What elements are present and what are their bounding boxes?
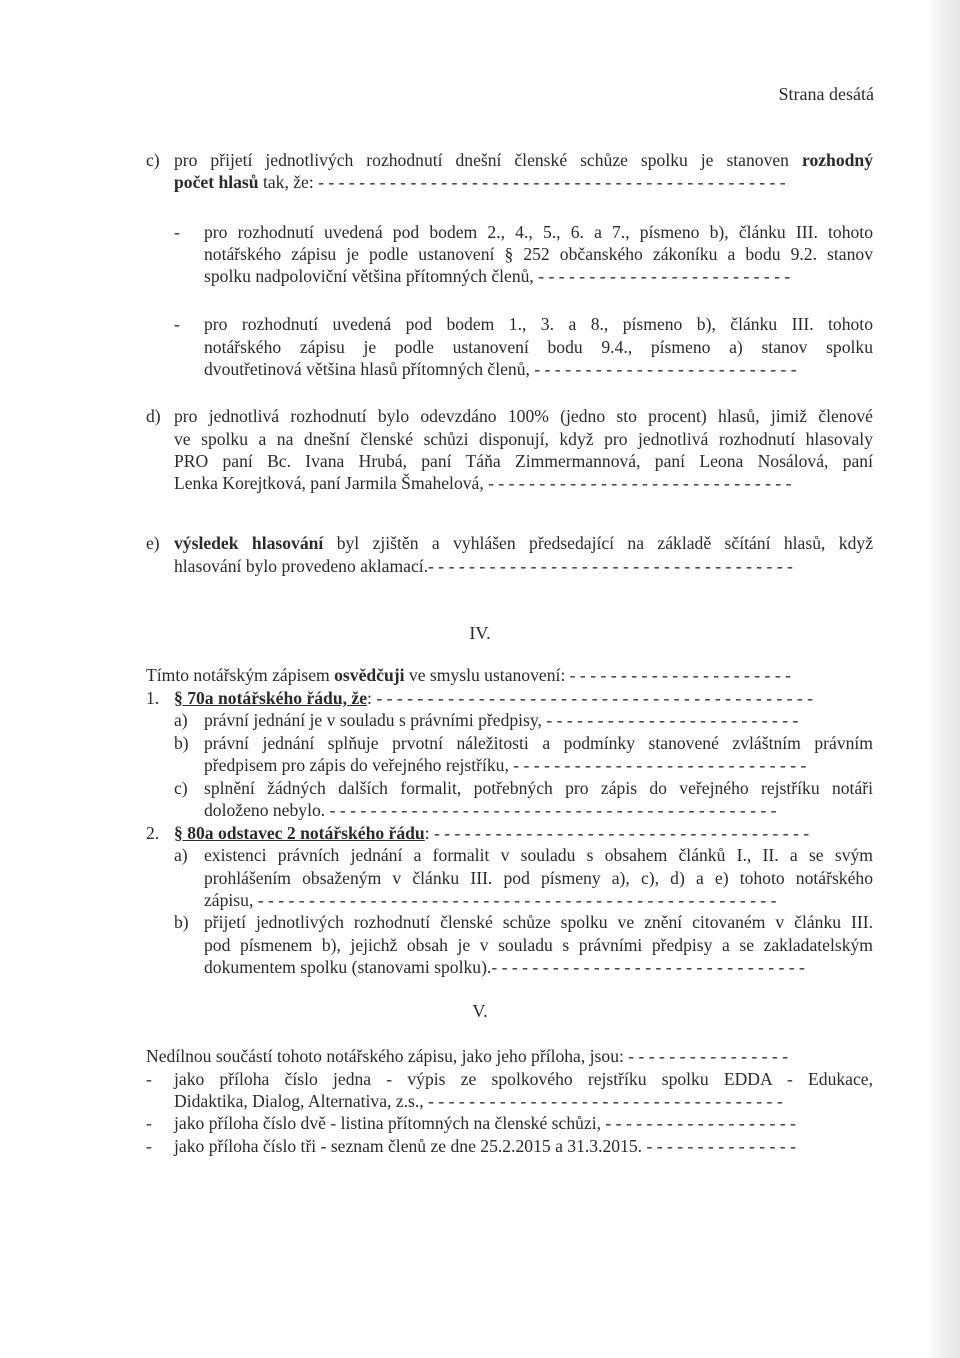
item-e-marker: e) [146,533,160,553]
scan-page-edge-shadow [926,0,960,1358]
item-d-line2: ve spolku a na dnešní členské schůzi disponují, když pro jednotlivá rozhodnutí hlasovaly [174,429,873,449]
point-1-marker: 1. [146,688,160,708]
point-2-title-rest: : - - - - - - - - - - - - - - - - - - - - - - - - - - - - - - - - - - - - - [424,823,810,843]
item-d-line4: Lenka Korejtková, paní Jarmila Šmahelová, - - - - - - - - - - - - - - - - - - - - - - - - - - - - - - [174,473,792,493]
c-subitem-1-line1: pro rozhodnutí uvedená pod bodem 2., 4., 5., 6. a 7., písmeno b), článku III. tohoto [204,222,873,242]
section-iv-intro-rest: ve smyslu ustanovení: - - - - - - - - - - - - - - - - - - - - - - [404,665,791,685]
point-1-title-rest: : - - - - - - - - - - - - - - - - - - - - - - - - - - - - - - - - - - - - - - - - - - - [367,688,813,708]
point-2-title-bold: § 80a odstavec 2 notářského řádu [174,823,425,843]
item-c-line1-text: pro přijetí jednotlivých rozhodnutí dnešní členské schůze spolku je stanoven [174,150,789,170]
point-1b-line2: předpisem pro zápis do veřejného rejstříku, - - - - - - - - - - - - - - - - - - - - - - - - - - - - - [204,755,807,775]
section-v-intro: Nedílnou součástí tohoto notářského zápisu, jako jeho příloha, jsou: - - - - - - - - - - - - - - - - [146,1046,789,1066]
item-c-line2-text: tak, že: - - - - - - - - - - - - - - - - - - - - - - - - - - - - - - - - - - - - - - - - - - - - - - [258,172,786,192]
point-1b-marker: b) [174,733,189,753]
item-c-line2-bold: počet hlasů [174,172,259,192]
point-1a-text: právní jednání je v souladu s právními předpisy, - - - - - - - - - - - - - - - - - - - - - - - - - [204,710,799,730]
c-subitem-2-marker: - [174,314,180,334]
point-1c-line2: doloženo nebylo. - - - - - - - - - - - - - - - - - - - - - - - - - - - - - - - - - - - - - - - - - - - - [204,800,777,820]
c-subitem-2-line3: dvoutřetinová většina hlasů přítomných členů, - - - - - - - - - - - - - - - - - - - - - - - - - - [204,359,797,379]
point-2a-line3: zápisu, - - - - - - - - - - - - - - - - - - - - - - - - - - - - - - - - - - - - - - - - - - - - - - - - - - - [204,890,777,910]
point-2-marker: 2. [146,823,160,843]
page-label: Strana desátá [778,84,874,104]
point-2b-line2: pod písmenem b), jejichž obsah je v souladu s právními předpisy a se zakladatelským [204,935,873,955]
point-1c-line1: splnění žádných dalších formalit, potřebných pro zápis do veřejného rejstříku notáři [204,778,873,798]
item-e-line1 [174,532,873,555]
attachment-1-line2: Didaktika, Dialog, Alternativa, z.s., - - - - - - - - - - - - - - - - - - - - - - - - - - - - - - - - - - - [174,1091,783,1111]
point-1-title-bold: § 70a notářského řádu, že [174,688,368,708]
point-2a-marker: a) [174,845,188,865]
attachment-2-line1: jako příloha číslo dvě - listina přítomných na členské schůzi, - - - - - - - - - - - - - - - - - - - [174,1113,796,1133]
item-c-line2 [174,171,873,194]
section-iv-intro-bold: osvědčuji [334,665,405,685]
item-e-line1-text: byl zjištěn a vyhlášen předsedající na základě sčítání hlasů, když [336,533,874,553]
point-2a-line2: prohlášením obsaženým v článku III. pod písmeny a), c), d) a e) tohoto notářského [204,868,873,888]
point-1c-marker: c) [174,778,188,798]
c-subitem-1-line3: spolku nadpoloviční většina přítomných členů, - - - - - - - - - - - - - - - - - - - - - - - - - [204,266,791,286]
attachment-3-marker: - [146,1136,152,1156]
item-e-line1-bold: výsledek hlasování [174,533,324,553]
section-iv-intro [146,664,873,687]
section-iv-intro-text: Tímto notářským zápisem [146,665,335,685]
c-subitem-2-line2: notářského zápisu je podle ustanovení bodu 9.4., písmeno a) stanov spolku [204,337,873,357]
point-2b-marker: b) [174,912,189,932]
c-subitem-1-line2: notářského zápisu je podle ustanovení § 252 občanského zákoníku a bodu 9.2. stanov [204,244,873,264]
item-c-line1 [174,149,873,172]
point-2b-line1: přijetí jednotlivých rozhodnutí členské schůze spolku ve znění citovaném v článku III. [204,912,873,932]
section-heading-v: V. [472,1001,488,1021]
c-subitem-1-marker: - [174,222,180,242]
item-d-line1: pro jednotlivá rozhodnutí bylo odevzdáno 100% (jedno sto procent) hlasů, jimiž členové [174,406,873,426]
attachment-2-marker: - [146,1113,152,1133]
attachment-3-line1: jako příloha číslo tři - seznam členů ze dne 25.2.2015 a 31.3.2015. - - - - - - - - - - - - - - - [174,1136,796,1156]
item-d-line3: PRO paní Bc. Ivana Hrubá, paní Táňa Zimmermannová, paní Leona Nosálová, paní [174,451,873,471]
c-subitem-2-line1: pro rozhodnutí uvedená pod bodem 1., 3. a 8., písmeno b), článku III. tohoto [204,314,873,334]
point-1b-line1: právní jednání splňuje prvotní náležitosti a podmínky stanovené zvláštním právním [204,733,873,753]
point-1a-marker: a) [174,710,188,730]
section-heading-iv: IV. [469,623,491,643]
point-2b-line3: dokumentem spolku (stanovami spolku).- - - - - - - - - - - - - - - - - - - - - - - - - - - - - - - [204,957,805,977]
point-2a-line1: existenci právních jednání a formalit v souladu s obsahem článků I., II. a se svým [204,845,873,865]
item-c-line1-bold: rozhodný [801,150,873,170]
item-d-marker: d) [146,406,161,426]
attachment-1-line1: jako příloha číslo jedna - výpis ze spolkového rejstříku spolku EDDA - Edukace, [174,1069,873,1089]
item-c-marker: c) [146,150,160,170]
point-2-title [174,822,873,845]
attachment-1-marker: - [146,1069,152,1089]
item-e-line2: hlasování bylo provedeno aklamací.- - - - - - - - - - - - - - - - - - - - - - - - - - - - - - - - - - - - [174,556,793,576]
point-1-title [174,687,873,710]
